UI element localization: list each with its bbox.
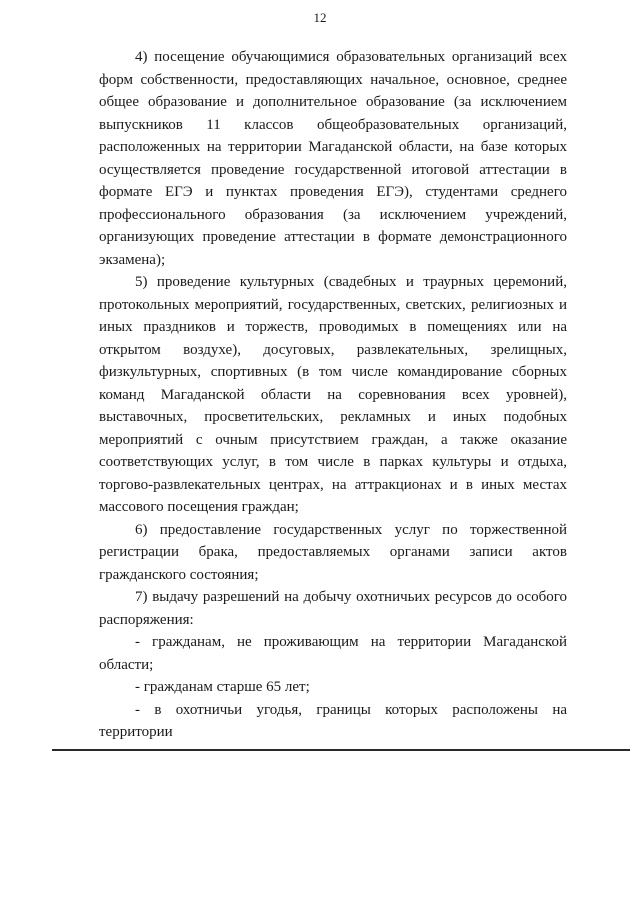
paragraph-item-6: 6) предоставление государственных услуг по торжественной регистрации брака, предоставляемых органами записи актов гражданского состояния; <box>99 521 567 583</box>
sub-item-hunting-grounds: - в охотничьи угодья, границы которых расположены на территории <box>99 701 567 740</box>
paragraph-item-4: 4) посещение обучающимися образовательных организаций всех форм собственности, предоставляющих начальное, основное, среднее общее образование и дополнительное образование (за исключением выпускников 11 классов общеобразовательных организаций, расположенных на территории Магаданской области, на базе которых осуществляется проведение государственной итоговой аттестации в формате ЕГЭ и пунктах проведения ЕГЭ), студентами среднего профессионального образования (за исключением учреждений, организующих проведение аттестации в формате демонстрационного экзамена); <box>99 49 567 268</box>
page-number: 12 <box>313 10 327 25</box>
sub-item-over-65: - гражданам старше 65 лет; <box>135 679 310 695</box>
paragraph-item-5: 5) проведение культурных (свадебных и траурных церемоний, протокольных мероприятий, государственных, светских, религиозных и иных праздников и торжеств, проводимых в помещениях или на открытом воздухе), досуговых, развлекательных, зрелищных, физкультурных, спортивных (в том числе командирование сборных команд Магаданской области на соревнования всех уровней), выставочных, просветительских, рекламных и иных подобных мероприятий с очным присутствием граждан, а также оказание соответствующих услуг, в том числе в парках культуры и отдыха, торгово-развлекательных центрах, на аттракционах и в иных местах массового посещения граждан; <box>99 274 567 515</box>
sub-item-nonresidents: - гражданам, не проживающим на территории Магаданской области; <box>99 634 567 673</box>
document-body <box>99 46 567 744</box>
page-bottom-rule <box>52 749 630 751</box>
paragraph-item-7: 7) выдачу разрешений на добычу охотничьих ресурсов до особого распоряжения: <box>99 589 567 628</box>
